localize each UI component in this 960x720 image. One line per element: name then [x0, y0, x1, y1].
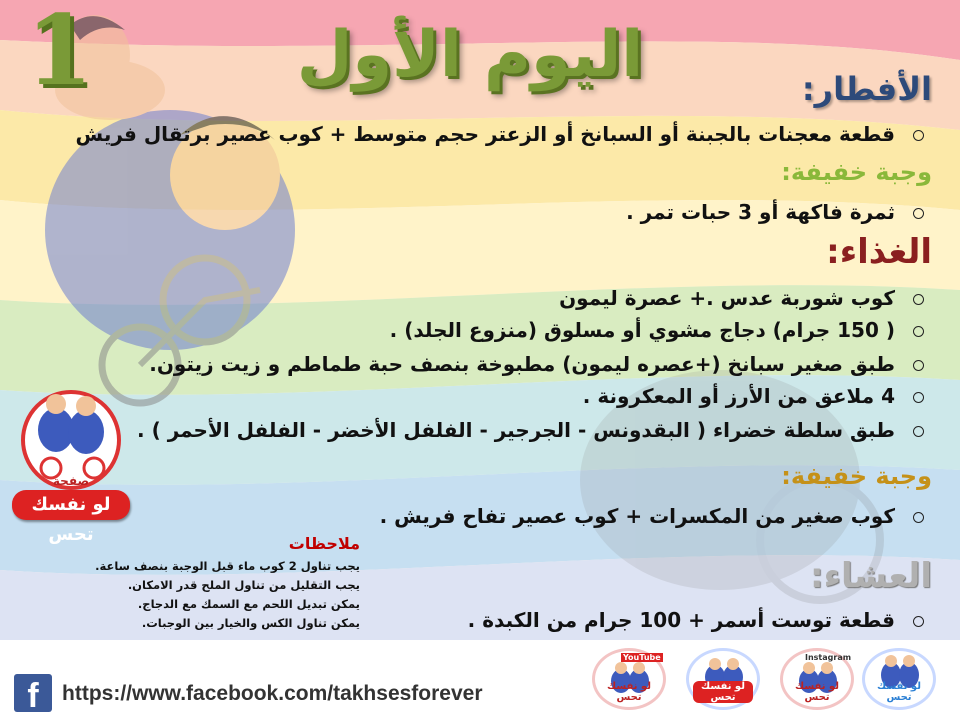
note-item: يمكن تبديل اللحم مع السمك مع الدجاج.	[137, 597, 360, 611]
breakfast-item: قطعة معجنات بالجبنة أو السبانخ أو الزعتر حجم متوسط + كوب عصير برتقال فريش	[76, 122, 924, 146]
bullet-icon	[913, 616, 924, 627]
note-item: يمكن تناول الكس والخيار بين الوجبات.	[141, 616, 360, 630]
notes-title: ملاحظات	[288, 534, 360, 553]
badge-label: لو نفسك تحس	[607, 681, 651, 703]
lunch-item: ( 150 جرام) دجاج مشوي أو مسلوق (منزوع الجلد) .	[390, 318, 924, 342]
breakfast-header: الأفطار:	[801, 70, 932, 108]
lunch-header: الغذاء:	[826, 232, 932, 272]
day-number: 1	[26, 0, 93, 107]
bullet-icon	[913, 360, 924, 371]
brand-logo	[6, 380, 136, 545]
bullet-icon	[913, 326, 924, 337]
facebook-icon[interactable]: f	[14, 674, 52, 712]
note-item: يجب تناول 2 كوب ماء قبل الوجبة بنصف ساعة.	[95, 559, 360, 573]
bullet-icon	[913, 426, 924, 437]
social-badge-instagram[interactable]	[780, 648, 854, 710]
bullet-icon	[913, 130, 924, 141]
bullet-icon	[913, 512, 924, 523]
notes-box	[95, 534, 360, 633]
dinner-item: قطعة توست أسمر + 100 جرام من الكبدة .	[468, 608, 924, 632]
facebook-url-link[interactable]: https://www.facebook.com/takhsesforever	[62, 682, 483, 705]
lunch-item: طبق سلطة خضراء ( البقدونس - الجرجير - الفلفل الأخضر - الفلفل الأحمر ) .	[137, 418, 924, 442]
social-badge-twitter[interactable]	[862, 648, 936, 710]
youtube-tag: YouTube	[623, 653, 661, 662]
logo-top-text: صفحة	[52, 474, 90, 488]
bullet-icon	[913, 294, 924, 305]
note-item: يجب التقليل من تناول الملح قدر الامكان.	[127, 578, 360, 592]
lunch-item: طبق صغير سبانخ (+عصره ليمون) مطبوخة بنصف حبة طماطم و زيت زيتون.	[149, 352, 924, 376]
lunch-item: كوب شوربة عدس .+ عصرة ليمون	[559, 286, 924, 310]
logo-main-text: لو نفسك تحس	[12, 490, 130, 520]
social-badge-facebook[interactable]	[686, 648, 760, 710]
lunch-item: 4 ملاعق من الأرز أو المعكرونة .	[583, 384, 924, 408]
badge-label: لو نفسك تحس	[877, 681, 921, 703]
snack2-header: وجبة خفيفة:	[781, 462, 932, 490]
bullet-icon	[913, 392, 924, 403]
badge-label: لو نفسك تحس	[693, 681, 753, 703]
social-badge-youtube[interactable]	[592, 648, 666, 710]
snack1-item: ثمرة فاكهة أو 3 حبات تمر .	[626, 200, 924, 224]
snack1-header: وجبة خفيفة:	[781, 158, 932, 186]
snack2-item: كوب صغير من المكسرات + كوب عصير تفاح فريش .	[380, 504, 924, 528]
bullet-icon	[913, 208, 924, 219]
badge-label: لو نفسك تحس	[795, 681, 839, 703]
instagram-tag: Instagram	[805, 653, 852, 662]
page-title: اليوم الأول	[296, 18, 644, 92]
dinner-header: العشاء:	[810, 556, 932, 596]
